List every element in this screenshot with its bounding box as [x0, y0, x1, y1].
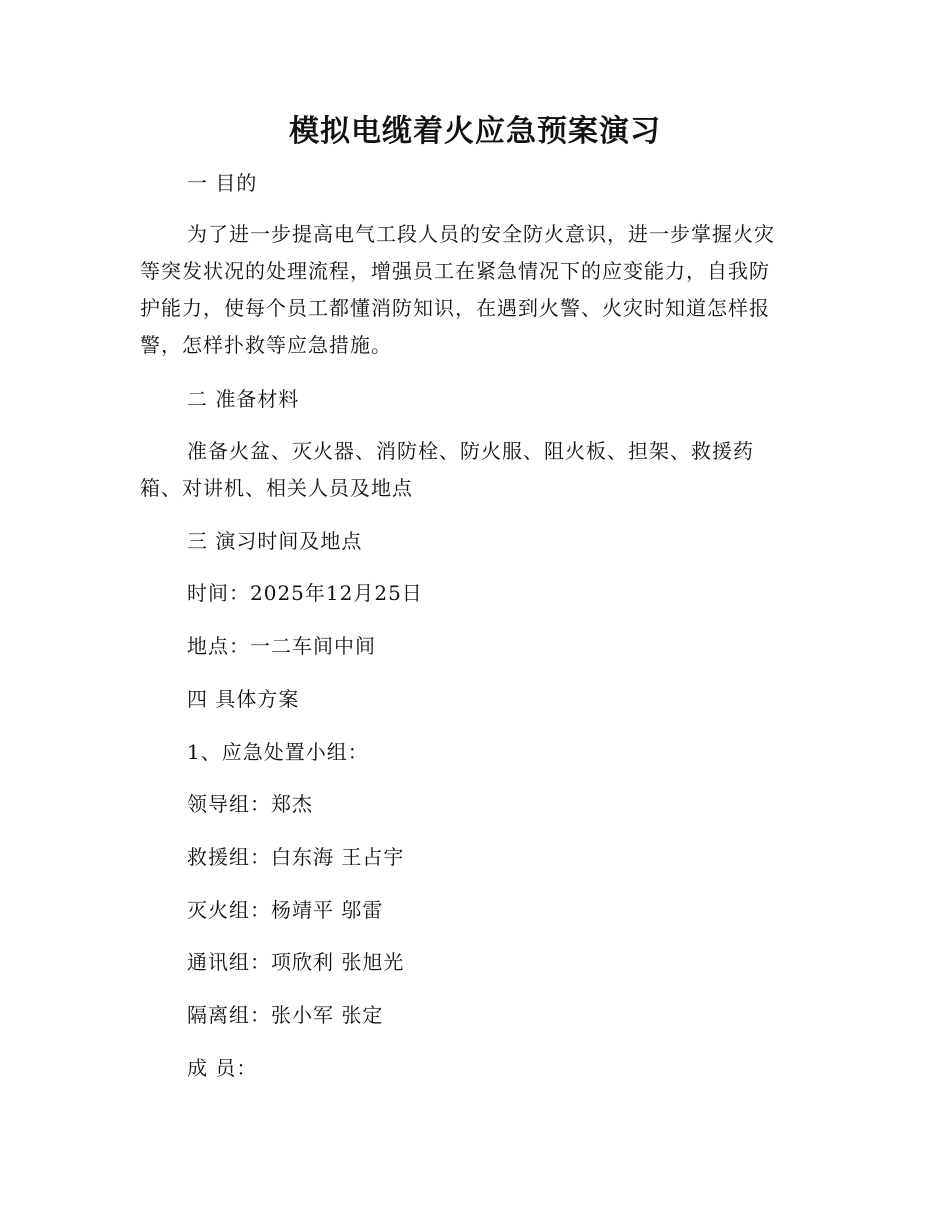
document-title: 模拟电缆着火应急预案演习 [289, 114, 661, 149]
drill-time: 时间：2025年12月25日 [187, 581, 423, 605]
group-leadership: 领导组：郑杰 [187, 792, 313, 816]
group-members: 成 员： [187, 1056, 258, 1080]
group-isolation: 隔离组：张小军 张定 [187, 1003, 384, 1027]
paragraph-line: 护能力，使每个员工都懂消防知识，在遇到火警、火灾时知道怎样报 [140, 296, 770, 320]
drill-place: 地点：一二车间中间 [187, 634, 376, 658]
paragraph-line: 箱、对讲机、相关人员及地点 [140, 476, 413, 500]
purpose-paragraph [140, 216, 800, 364]
section-heading-purpose: 一 目的 [187, 171, 258, 195]
section-heading-time-place: 三 演习时间及地点 [187, 529, 363, 553]
group-firefighting: 灭火组：杨靖平 邬雷 [187, 898, 384, 922]
materials-paragraph [140, 433, 800, 507]
section-heading-materials: 二 准备材料 [187, 387, 300, 411]
paragraph-line: 为了进一步提高电气工段人员的安全防火意识，进一步掌握火灾 [187, 222, 775, 246]
subheading-response-groups: 1、应急处置小组： [187, 740, 369, 764]
paragraph-line: 警，怎样扑救等应急措施。 [140, 333, 392, 357]
group-communication: 通讯组：项欣利 张旭光 [187, 950, 405, 974]
group-rescue: 救援组：白东海 王占宇 [187, 845, 405, 869]
paragraph-line: 准备火盆、灭火器、消防栓、防火服、阻火板、担架、救援药 [187, 439, 754, 463]
section-heading-plan: 四 具体方案 [187, 687, 300, 711]
paragraph-line: 等突发状况的处理流程，增强员工在紧急情况下的应变能力，自我防 [140, 259, 770, 283]
